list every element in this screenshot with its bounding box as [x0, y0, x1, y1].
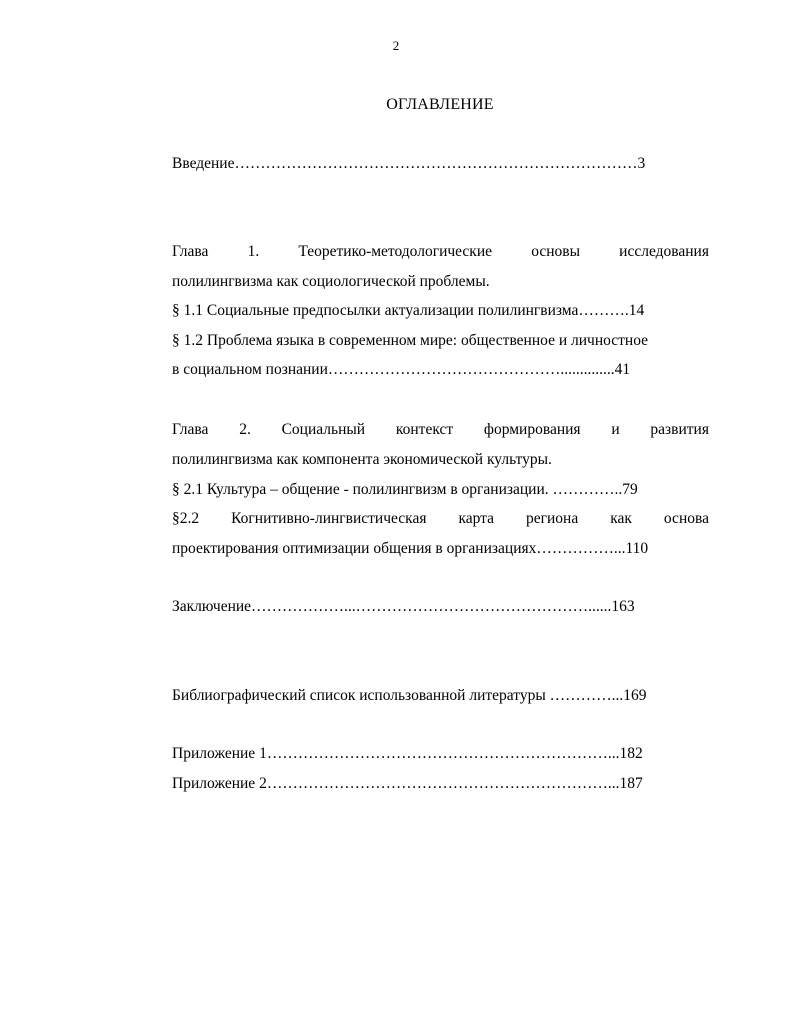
- word: и: [611, 421, 620, 438]
- word: 2.: [239, 421, 251, 438]
- word: Теоретико-методологические: [298, 243, 493, 260]
- word: формирования: [483, 421, 581, 438]
- page-title: ОГЛАВЛЕНИЕ: [386, 96, 494, 113]
- toc-entry-appendix-1: Приложение 1…………………………………………………………...182: [172, 745, 643, 762]
- word: контекст: [395, 421, 454, 438]
- toc-chapter-2-heading: [172, 420, 709, 440]
- toc-chapter-1-heading: [172, 242, 709, 262]
- toc-entry-1-2-line1: § 1.2 Проблема языка в современном мире: общественное и личностное: [172, 332, 649, 349]
- word: Глава: [172, 243, 209, 260]
- toc-entry-appendix-2: Приложение 2…………………………………………………………...187: [172, 775, 643, 792]
- toc-entry-2-2-line1: [172, 509, 709, 529]
- word: основы: [531, 243, 580, 260]
- toc-chapter-2-heading-cont: полилингвизма как компонента экономической культуры.: [172, 451, 552, 468]
- toc-entry-1-2-line2: в социальном познании………………………………………..............41: [172, 361, 631, 378]
- word: Когнитивно-лингвистическая: [231, 510, 427, 527]
- toc-entry-2-1: § 2.1 Культура – общение - полилингвизм в организации. …………..79: [172, 481, 638, 498]
- word: развития: [650, 421, 709, 438]
- word: 1.: [247, 243, 260, 260]
- word: исследования: [619, 243, 709, 260]
- word: региона: [526, 510, 579, 527]
- word: Глава: [172, 421, 209, 438]
- toc-entry-conclusion: Заключение………………...………………………………………......163: [172, 598, 635, 615]
- toc-entry-2-2-line2: проектирования оптимизации общения в организациях……………...110: [172, 540, 649, 557]
- page-number: 2: [392, 38, 400, 53]
- word: §2.2: [172, 510, 200, 527]
- word: как: [610, 510, 632, 527]
- toc-entry-1-1: § 1.1 Социальные предпосылки актуализации полилингвизма……….14: [172, 302, 645, 319]
- word: Социальный: [281, 421, 366, 438]
- word: карта: [458, 510, 495, 527]
- toc-entry-intro: Введение……………………………………………………………………3: [172, 155, 646, 172]
- toc-entry-bibliography: Библиографический список использованной литературы …………...169: [172, 687, 647, 704]
- toc-chapter-1-heading-cont: полилингвизма как социологической проблемы.: [172, 273, 490, 290]
- word: основа: [663, 510, 709, 527]
